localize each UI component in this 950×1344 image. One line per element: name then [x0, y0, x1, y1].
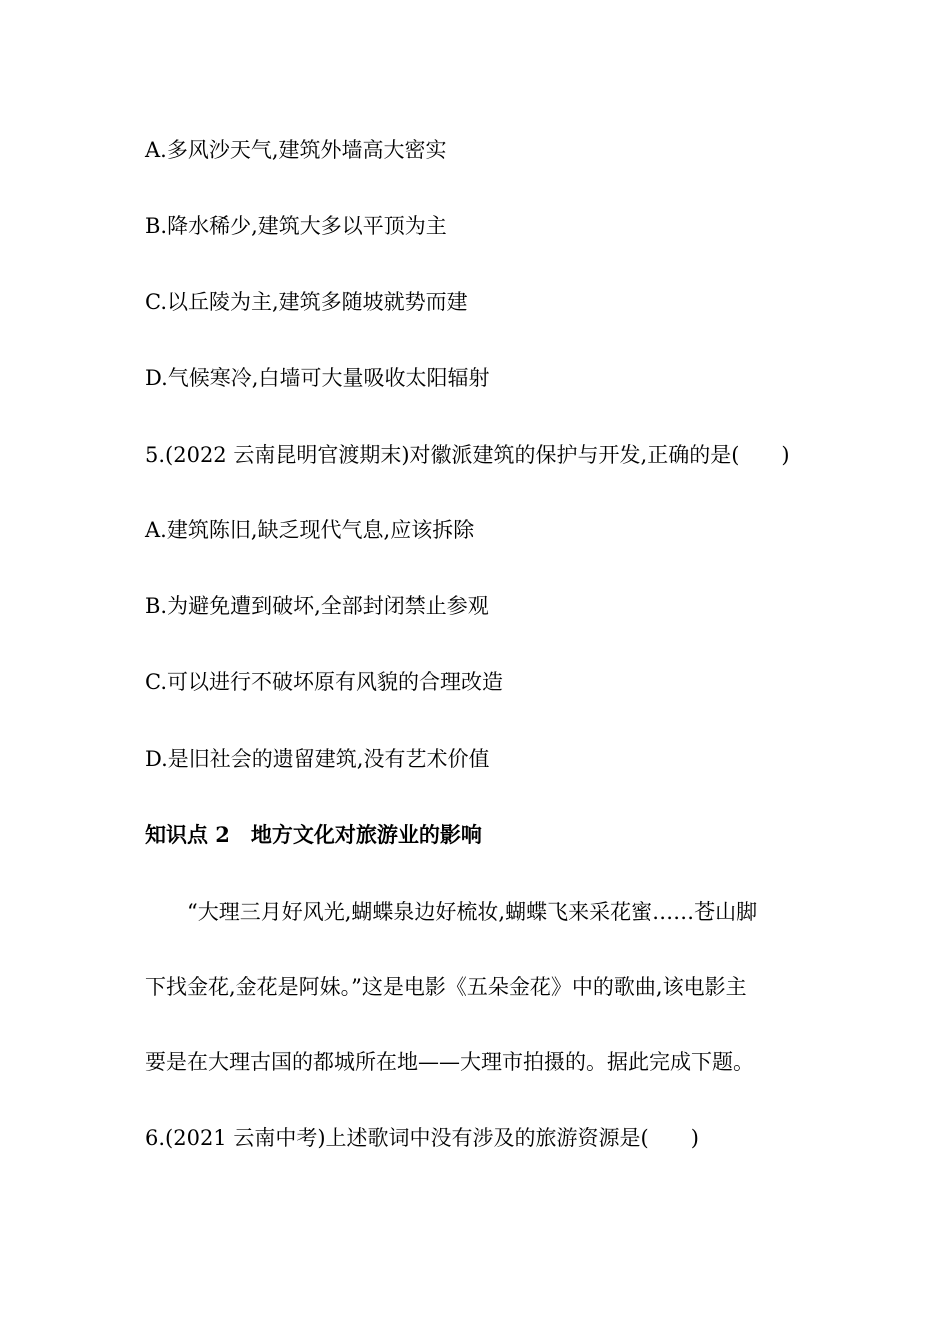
q4-option-c: C.以丘陵为主,建筑多随坡就势而建 — [145, 290, 468, 314]
q6-stem: 6.(2021 云南中考)上述歌词中没有涉及的旅游资源是( ) — [145, 1126, 699, 1150]
section-heading: 知识点 2 地方文化对旅游业的影响 — [145, 822, 482, 847]
q5-option-b: B.为避免遭到破坏,全部封闭禁止参观 — [145, 594, 489, 618]
q4-option-b: B.降水稀少,建筑大多以平顶为主 — [145, 214, 447, 238]
passage-line-1: “大理三月好风光,蝴蝶泉边好梳妆,蝴蝶飞来采花蜜……苍山脚 — [145, 900, 758, 924]
q4-option-a: A.多风沙天气,建筑外墙高大密实 — [145, 138, 447, 162]
q5-option-a: A.建筑陈旧,缺乏现代气息,应该拆除 — [145, 518, 475, 542]
q5-stem: 5.(2022 云南昆明官渡期末)对徽派建筑的保护与开发,正确的是( ) — [145, 443, 790, 467]
passage-line-3: 要是在大理古国的都城所在地——大理市拍摄的。据此完成下题。 — [145, 1050, 754, 1074]
q5-option-c: C.可以进行不破坏原有风貌的合理改造 — [145, 670, 503, 694]
q4-option-d: D.气候寒冷,白墙可大量吸收太阳辐射 — [145, 366, 490, 390]
q5-option-d: D.是旧社会的遗留建筑,没有艺术价值 — [145, 747, 490, 771]
passage-line-2: 下找金花,金花是阿妹。”这是电影《五朵金花》中的歌曲,该电影主 — [145, 975, 747, 999]
